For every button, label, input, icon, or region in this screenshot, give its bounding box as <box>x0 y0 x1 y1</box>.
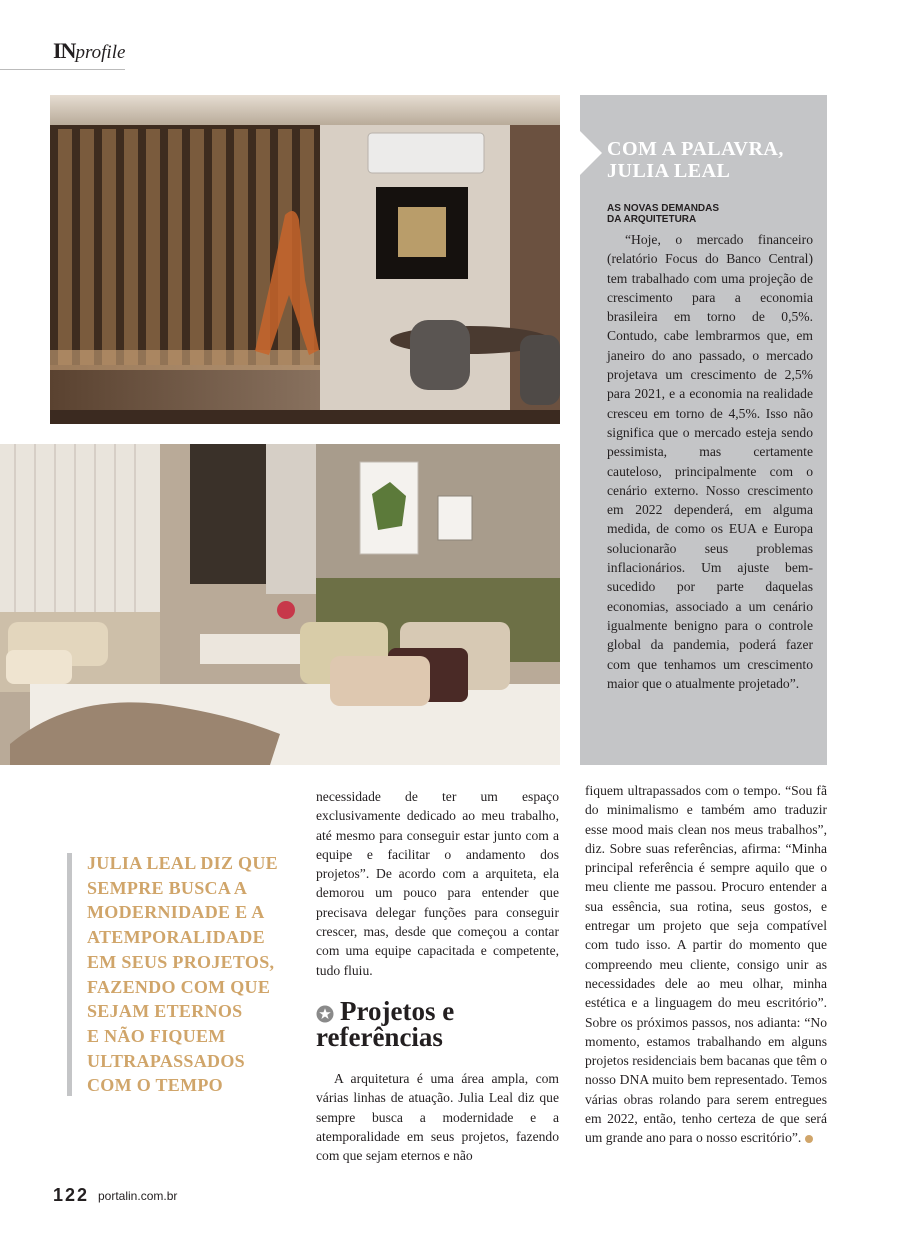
body-column-1-continued: A arquitetura é uma área ampla, com várias linhas de atuação. Julia Leal diz que sempre busca a modernidade e a atemporalidade em seus projetos, fazendo com que sejam eternos e não <box>316 1071 559 1164</box>
end-mark-icon <box>805 1135 813 1143</box>
photo-dining-room <box>50 95 560 424</box>
sidebar-subtitle <box>607 203 817 225</box>
pull-quote-line: ULTRAPASSADOS <box>87 1050 245 1071</box>
sidebar-subtitle-line2: DA ARQUITETURA <box>607 214 697 225</box>
sidebar-title <box>607 138 817 182</box>
body-column-1: necessidade de ter um espaço exclusivamente dedicado ao meu trabalho, até mesmo para conseguir estar junto com a equipe e facilitar o andamento dos projetos”. De acordo com a arquiteta, ela demorou um pouco para entender que precisava delegar funções para conseguir crescer, mas, desde que começou a contar com uma equipe capacitada e competente, tudo fluiu. <box>316 789 559 978</box>
pull-quote-line: SEMPRE BUSCA A <box>87 877 248 898</box>
sidebar-title-line1: COM A PALAVRA, <box>607 138 784 160</box>
pull-quote-line: EM SEUS PROJETOS, <box>87 951 275 972</box>
sidebar-notch <box>580 131 602 175</box>
site-url: portalin.com.br <box>98 1189 178 1203</box>
section-heading <box>316 998 546 1050</box>
pull-quote <box>87 851 282 1098</box>
pull-quote-line: E NÃO FIQUEM <box>87 1025 226 1046</box>
brand-in: IN <box>53 38 76 63</box>
section-heading-line1: Projetos e <box>340 996 455 1026</box>
body-column-2-text: fiquem ultrapassados com o tempo. “Sou fã do minimalismo e também amo traduzir esse mood mais clean nos meus trabalhos”, diz. Sobre suas referências, afirma: “Minha principal referência é sempre aquilo que o meu cliente me passou. Procuro entender a sua essência, sua rotina, seus gostos, e entregar um projeto que seja compatível com tudo isso. A partir do momento que compreendo meu cliente, consigo unir as necessidades dele ao meu olhar, minha estética e a linguagem do meu escritório”. Sobre os próximos passos, nos adianta: “No momento, estamos trabalhando em alguns projetos residenciais bem bacanas que têm o nosso DNA muito bem representado. Temos várias obras rolando para serem entregues em 2022, então, tenho certeza de que será um grande ano para o nosso escritório”. <box>585 783 827 1146</box>
section-heading-line2: referências <box>316 1022 443 1052</box>
photo-bedroom <box>0 444 560 765</box>
magazine-section-logo <box>53 38 125 66</box>
header-rule <box>0 69 125 70</box>
sidebar-quote-text: “Hoje, o mercado financeiro (relatório Focus do Banco Central) tem trabalhado com uma projeção de crescimento para a economia brasileira em torno de 0,5%. Contudo, cabe lembrarmos que, em janeiro do ano passado, o mercado projetava um crescimento de 2,5% para 2021, e a economia na realidade cresceu em torno de 4,5%. Isso não significa que o mercado esteja sendo pessimista, mas certamente cauteloso, principalmente com o cenário externo. Nosso crescimento em 2022 dependerá, em alguma medida, de como os EUA e Europa solucionarão seus problemas inflacionários. Um ajuste bem-sucedido por parte daquelas economias, associado a um cenário igualmente benigno para o controle global da pandemia, poderá fazer com que tenhamos um crescimento maior que o atualmente projetado”. <box>607 232 813 691</box>
page-number: 122 <box>53 1185 90 1205</box>
brand-profile: profile <box>75 42 126 63</box>
pull-quote-line: JULIA LEAL DIZ QUE <box>87 853 278 873</box>
pull-quote-line: COM O TEMPO <box>87 1075 223 1096</box>
sidebar-subtitle-line1: AS NOVAS DEMANDAS <box>607 203 720 214</box>
pull-quote-line: MODERNIDADE E A <box>87 902 265 923</box>
body-column-2 <box>585 781 827 1148</box>
pull-quote-line: FAZENDO COM QUE <box>87 976 271 997</box>
pull-quote-line: SEJAM ETERNOS <box>87 1001 243 1022</box>
sidebar-title-line2: JULIA LEAL <box>607 160 731 182</box>
pull-quote-line: ATEMPORALIDADE <box>87 927 265 948</box>
pull-quote-bar <box>67 853 72 1096</box>
